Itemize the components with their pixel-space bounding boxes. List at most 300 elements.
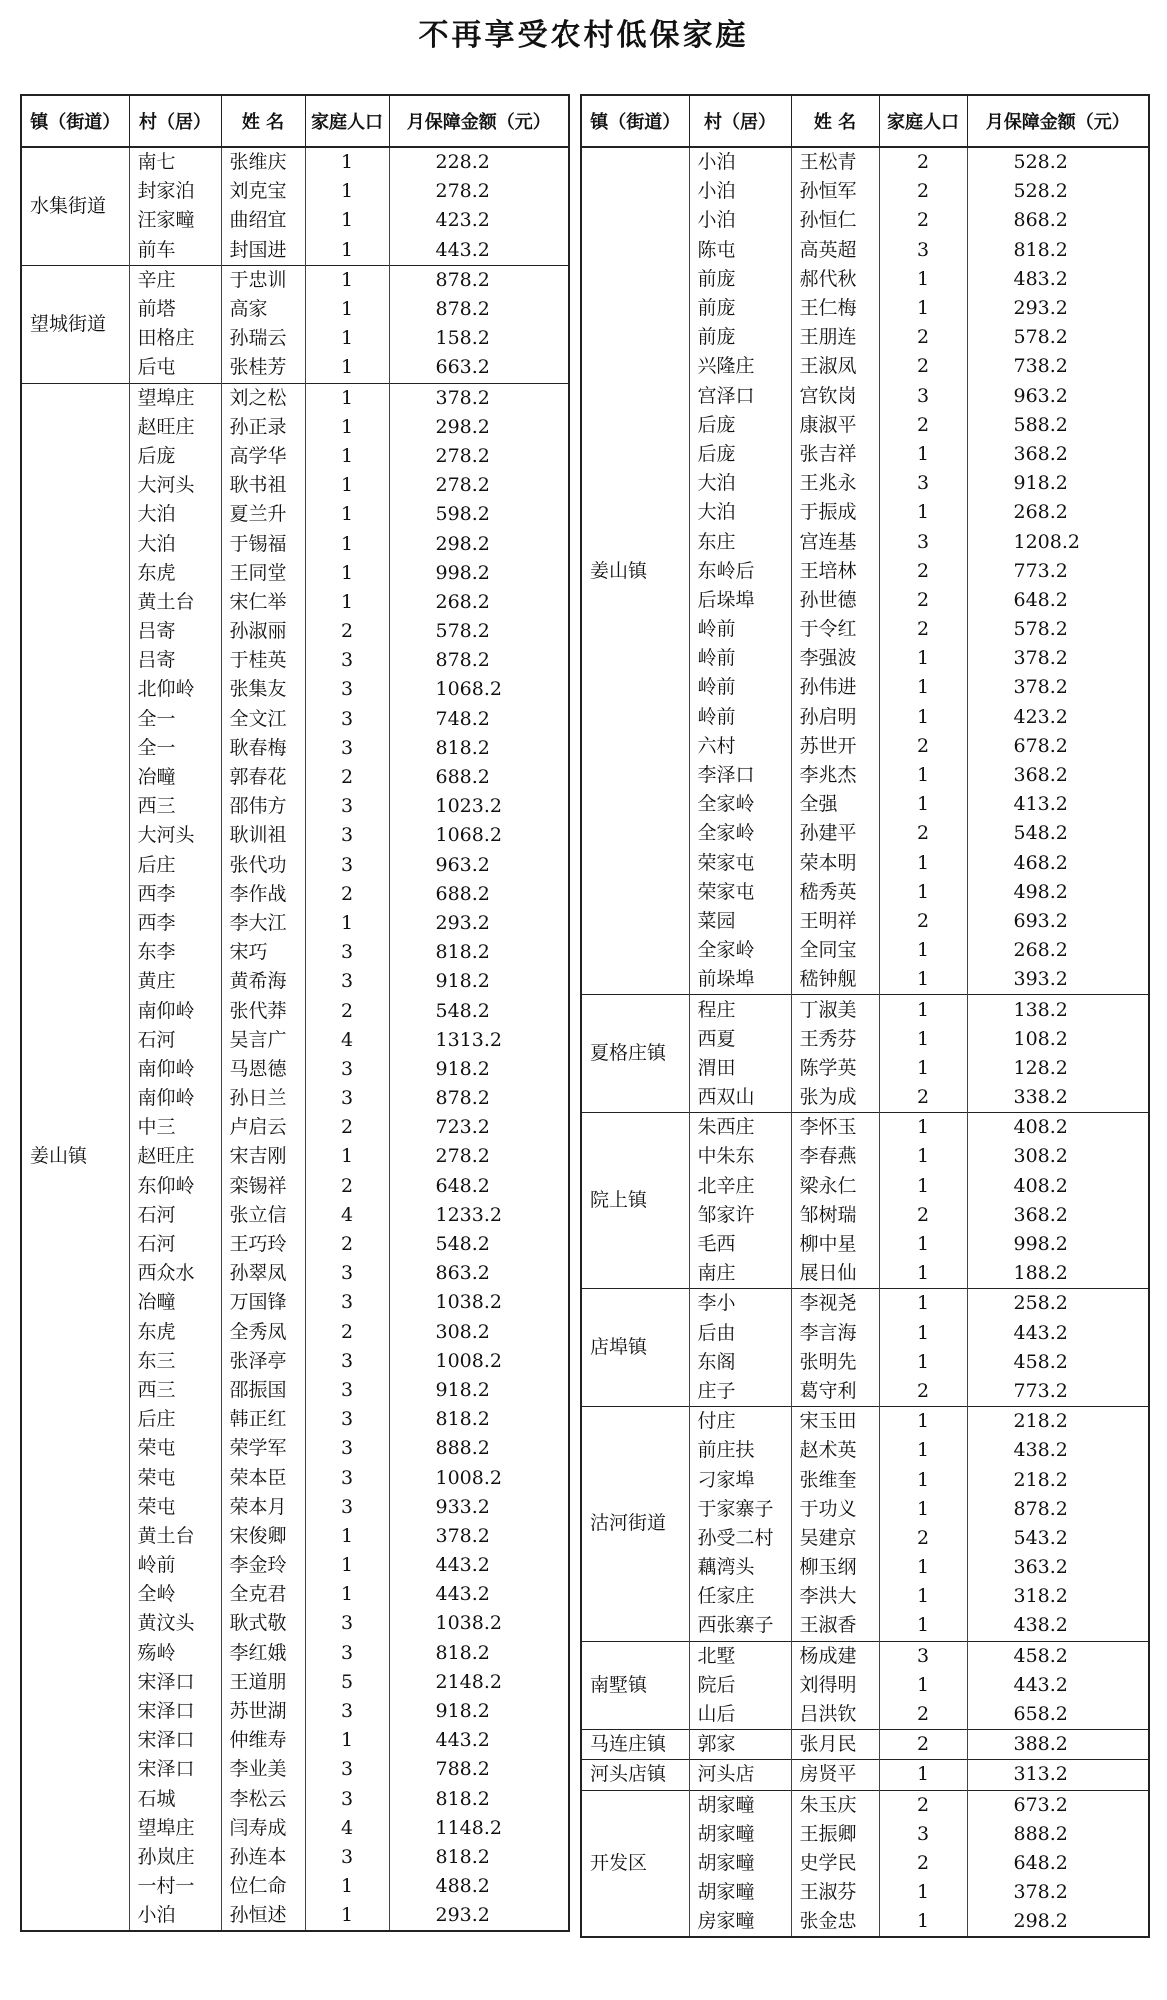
household-size-cell: 3 bbox=[305, 821, 389, 850]
household-size-cell: 2 bbox=[305, 617, 389, 646]
village-cell: 河头店 bbox=[689, 1760, 791, 1790]
village-cell: 大泊 bbox=[689, 498, 791, 527]
household-size-cell: 2 bbox=[879, 411, 967, 440]
monthly-amount-cell: 313.2 bbox=[967, 1760, 1149, 1790]
household-size-cell: 3 bbox=[305, 1055, 389, 1084]
village-cell: 黄汶头 bbox=[129, 1609, 221, 1638]
village-cell: 小泊 bbox=[689, 147, 791, 177]
right-table bbox=[580, 94, 1150, 1938]
monthly-amount-cell: 878.2 bbox=[967, 1495, 1149, 1524]
village-cell: 北辛庄 bbox=[689, 1172, 791, 1201]
monthly-amount-cell: 1313.2 bbox=[389, 1026, 569, 1055]
monthly-amount-cell: 368.2 bbox=[967, 761, 1149, 790]
monthly-amount-cell: 688.2 bbox=[389, 763, 569, 792]
household-size-cell: 3 bbox=[305, 851, 389, 880]
monthly-amount-cell: 548.2 bbox=[967, 819, 1149, 848]
household-size-cell: 1 bbox=[879, 1407, 967, 1437]
village-cell: 全家岭 bbox=[689, 936, 791, 965]
name-cell: 王同堂 bbox=[221, 559, 305, 588]
name-cell: 马恩德 bbox=[221, 1055, 305, 1084]
village-cell: 程庄 bbox=[689, 995, 791, 1025]
village-cell: 付庄 bbox=[689, 1407, 791, 1437]
monthly-amount-cell: 548.2 bbox=[389, 1230, 569, 1259]
monthly-amount-cell: 268.2 bbox=[967, 936, 1149, 965]
household-size-cell: 1 bbox=[879, 1611, 967, 1641]
household-size-cell: 1 bbox=[879, 878, 967, 907]
town-cell: 店埠镇 bbox=[581, 1289, 689, 1407]
monthly-amount-cell: 408.2 bbox=[967, 1113, 1149, 1143]
village-cell: 前塔 bbox=[129, 295, 221, 324]
name-cell: 张代功 bbox=[221, 851, 305, 880]
monthly-amount-cell: 378.2 bbox=[389, 1522, 569, 1551]
village-cell: 石河 bbox=[129, 1230, 221, 1259]
village-cell: 全一 bbox=[129, 734, 221, 763]
village-cell: 后庄 bbox=[129, 851, 221, 880]
monthly-amount-cell: 878.2 bbox=[389, 1084, 569, 1113]
village-cell: 中三 bbox=[129, 1113, 221, 1142]
household-size-cell: 3 bbox=[305, 675, 389, 704]
household-size-cell: 1 bbox=[305, 1551, 389, 1580]
name-cell: 陈学英 bbox=[791, 1054, 879, 1083]
household-size-cell: 1 bbox=[305, 1580, 389, 1609]
village-cell: 前庞 bbox=[689, 265, 791, 294]
monthly-amount-cell: 438.2 bbox=[967, 1611, 1149, 1641]
village-cell: 南仰岭 bbox=[129, 1084, 221, 1113]
monthly-amount-cell: 438.2 bbox=[967, 1436, 1149, 1465]
village-cell: 吕寄 bbox=[129, 646, 221, 675]
household-size-cell: 1 bbox=[305, 442, 389, 471]
name-cell: 曲绍宜 bbox=[221, 206, 305, 235]
monthly-amount-cell: 878.2 bbox=[389, 295, 569, 324]
household-size-cell: 1 bbox=[305, 471, 389, 500]
monthly-amount-cell: 578.2 bbox=[967, 323, 1149, 352]
village-cell: 兴隆庄 bbox=[689, 352, 791, 381]
town-cell: 沽河街道 bbox=[581, 1407, 689, 1642]
household-size-cell: 1 bbox=[305, 559, 389, 588]
name-cell: 耿式敬 bbox=[221, 1609, 305, 1638]
name-cell: 张桂芳 bbox=[221, 353, 305, 383]
name-cell: 韩正红 bbox=[221, 1405, 305, 1434]
village-cell: 小泊 bbox=[689, 206, 791, 235]
household-size-cell: 1 bbox=[879, 1230, 967, 1259]
name-cell: 于忠训 bbox=[221, 265, 305, 295]
household-size-cell: 3 bbox=[305, 967, 389, 996]
name-cell: 王松青 bbox=[791, 147, 879, 177]
household-size-cell: 1 bbox=[879, 1465, 967, 1494]
household-size-cell: 2 bbox=[879, 1730, 967, 1760]
name-cell: 展日仙 bbox=[791, 1259, 879, 1289]
household-size-cell: 2 bbox=[879, 1083, 967, 1113]
village-cell: 李泽口 bbox=[689, 761, 791, 790]
name-cell: 李松云 bbox=[221, 1785, 305, 1814]
name-cell: 孙启明 bbox=[791, 703, 879, 732]
village-cell: 黄土台 bbox=[129, 588, 221, 617]
household-size-cell: 2 bbox=[879, 147, 967, 177]
household-size-cell: 2 bbox=[879, 1700, 967, 1730]
name-cell: 王兆永 bbox=[791, 469, 879, 498]
name-cell: 苏世湖 bbox=[221, 1697, 305, 1726]
name-cell: 孙淑丽 bbox=[221, 617, 305, 646]
household-size-cell: 2 bbox=[879, 206, 967, 235]
monthly-amount-cell: 293.2 bbox=[389, 1901, 569, 1931]
monthly-amount-cell: 963.2 bbox=[389, 851, 569, 880]
name-cell: 吴言广 bbox=[221, 1026, 305, 1055]
household-size-cell: 1 bbox=[879, 1172, 967, 1201]
name-cell: 邵伟方 bbox=[221, 792, 305, 821]
table-row bbox=[21, 147, 569, 177]
household-size-cell: 1 bbox=[879, 440, 967, 469]
monthly-amount-cell: 458.2 bbox=[967, 1641, 1149, 1671]
name-cell: 全同宝 bbox=[791, 936, 879, 965]
household-size-cell: 3 bbox=[305, 792, 389, 821]
name-cell: 王淑芬 bbox=[791, 1878, 879, 1907]
name-cell: 李春燕 bbox=[791, 1142, 879, 1171]
household-size-cell: 3 bbox=[305, 1785, 389, 1814]
village-cell: 后由 bbox=[689, 1319, 791, 1348]
village-cell: 南七 bbox=[129, 147, 221, 177]
monthly-amount-cell: 228.2 bbox=[389, 147, 569, 177]
village-cell: 南庄 bbox=[689, 1259, 791, 1289]
household-size-cell: 3 bbox=[305, 1084, 389, 1113]
household-size-cell: 3 bbox=[879, 527, 967, 556]
village-cell: 中朱东 bbox=[689, 1142, 791, 1171]
household-size-cell: 3 bbox=[305, 1843, 389, 1872]
name-cell: 孙日兰 bbox=[221, 1084, 305, 1113]
village-cell: 西众水 bbox=[129, 1259, 221, 1288]
page-title: 不再享受农村低保家庭 bbox=[418, 18, 749, 53]
monthly-amount-cell: 363.2 bbox=[967, 1553, 1149, 1582]
village-cell: 菜园 bbox=[689, 907, 791, 936]
name-cell: 柳玉纲 bbox=[791, 1553, 879, 1582]
village-cell: 胡家疃 bbox=[689, 1820, 791, 1849]
village-cell: 东阁 bbox=[689, 1348, 791, 1377]
table-row bbox=[581, 1760, 1149, 1790]
monthly-amount-cell: 863.2 bbox=[389, 1259, 569, 1288]
village-cell: 全家岭 bbox=[689, 790, 791, 819]
household-size-cell: 2 bbox=[305, 880, 389, 909]
village-cell: 西双山 bbox=[689, 1083, 791, 1113]
name-cell: 于振成 bbox=[791, 498, 879, 527]
name-cell: 李怀玉 bbox=[791, 1113, 879, 1143]
monthly-amount-cell: 108.2 bbox=[967, 1025, 1149, 1054]
name-cell: 康淑平 bbox=[791, 411, 879, 440]
name-cell: 孙恒仁 bbox=[791, 206, 879, 235]
monthly-amount-cell: 293.2 bbox=[967, 294, 1149, 323]
village-cell: 东虎 bbox=[129, 1318, 221, 1347]
monthly-amount-cell: 188.2 bbox=[967, 1259, 1149, 1289]
name-cell: 柳中星 bbox=[791, 1230, 879, 1259]
household-size-cell: 3 bbox=[305, 646, 389, 675]
name-cell: 黄希海 bbox=[221, 967, 305, 996]
village-cell: 大河头 bbox=[129, 821, 221, 850]
name-cell: 史学民 bbox=[791, 1849, 879, 1878]
household-size-cell: 3 bbox=[305, 1259, 389, 1288]
name-cell: 孙瑞云 bbox=[221, 324, 305, 353]
village-cell: 藕湾头 bbox=[689, 1553, 791, 1582]
name-cell: 宋玉田 bbox=[791, 1407, 879, 1437]
village-cell: 石河 bbox=[129, 1201, 221, 1230]
household-size-cell: 1 bbox=[879, 1436, 967, 1465]
monthly-amount-cell: 578.2 bbox=[967, 615, 1149, 644]
village-cell: 西李 bbox=[129, 880, 221, 909]
name-cell: 张维庆 bbox=[221, 147, 305, 177]
village-cell: 毛西 bbox=[689, 1230, 791, 1259]
village-cell: 岭前 bbox=[689, 615, 791, 644]
name-cell: 封国进 bbox=[221, 236, 305, 266]
name-cell: 孙恒军 bbox=[791, 177, 879, 206]
name-cell: 仲维寿 bbox=[221, 1726, 305, 1755]
village-cell: 胡家疃 bbox=[689, 1878, 791, 1907]
monthly-amount-cell: 788.2 bbox=[389, 1755, 569, 1784]
household-size-cell: 2 bbox=[879, 586, 967, 615]
village-cell: 小泊 bbox=[129, 1901, 221, 1931]
monthly-amount-cell: 963.2 bbox=[967, 382, 1149, 411]
village-cell: 吕寄 bbox=[129, 617, 221, 646]
name-cell: 宋巧 bbox=[221, 938, 305, 967]
name-cell: 邵振国 bbox=[221, 1376, 305, 1405]
town-cell: 姜山镇 bbox=[581, 147, 689, 995]
name-cell: 张吉祥 bbox=[791, 440, 879, 469]
name-cell: 王朋连 bbox=[791, 323, 879, 352]
col-village: 村（居） bbox=[129, 95, 221, 147]
name-cell: 赵术英 bbox=[791, 1436, 879, 1465]
name-cell: 王培林 bbox=[791, 557, 879, 586]
household-size-cell: 2 bbox=[879, 1377, 967, 1407]
village-cell: 西李 bbox=[129, 909, 221, 938]
monthly-amount-cell: 468.2 bbox=[967, 849, 1149, 878]
name-cell: 荣本臣 bbox=[221, 1463, 305, 1492]
name-cell: 梁永仁 bbox=[791, 1172, 879, 1201]
name-cell: 郝代秋 bbox=[791, 265, 879, 294]
monthly-amount-cell: 1148.2 bbox=[389, 1814, 569, 1843]
village-cell: 胡家疃 bbox=[689, 1849, 791, 1878]
monthly-amount-cell: 278.2 bbox=[389, 471, 569, 500]
name-cell: 于桂英 bbox=[221, 646, 305, 675]
village-cell: 石河 bbox=[129, 1026, 221, 1055]
name-cell: 张维奎 bbox=[791, 1465, 879, 1494]
name-cell: 张明先 bbox=[791, 1348, 879, 1377]
name-cell: 张立信 bbox=[221, 1201, 305, 1230]
col-household-size: 家庭人口 bbox=[305, 95, 389, 147]
monthly-amount-cell: 1008.2 bbox=[389, 1347, 569, 1376]
town-cell: 水集街道 bbox=[21, 147, 129, 265]
village-cell: 李小 bbox=[689, 1289, 791, 1319]
name-cell: 荣本明 bbox=[791, 849, 879, 878]
name-cell: 王振卿 bbox=[791, 1820, 879, 1849]
table-row bbox=[21, 265, 569, 295]
household-size-cell: 1 bbox=[879, 265, 967, 294]
village-cell: 宋泽口 bbox=[129, 1668, 221, 1697]
monthly-amount-cell: 888.2 bbox=[389, 1434, 569, 1463]
village-cell: 西夏 bbox=[689, 1025, 791, 1054]
name-cell: 高家 bbox=[221, 295, 305, 324]
name-cell: 张集友 bbox=[221, 675, 305, 704]
name-cell: 王仁梅 bbox=[791, 294, 879, 323]
monthly-amount-cell: 818.2 bbox=[389, 938, 569, 967]
name-cell: 刘之松 bbox=[221, 383, 305, 413]
village-cell: 荣家屯 bbox=[689, 878, 791, 907]
village-cell: 石城 bbox=[129, 1785, 221, 1814]
village-cell: 后庞 bbox=[689, 411, 791, 440]
household-size-cell: 2 bbox=[879, 1849, 967, 1878]
village-cell: 荣屯 bbox=[129, 1493, 221, 1522]
monthly-amount-cell: 818.2 bbox=[967, 236, 1149, 265]
monthly-amount-cell: 818.2 bbox=[389, 1785, 569, 1814]
household-size-cell: 1 bbox=[879, 703, 967, 732]
village-cell: 岭前 bbox=[689, 703, 791, 732]
col-village: 村（居） bbox=[689, 95, 791, 147]
village-cell: 西三 bbox=[129, 792, 221, 821]
town-cell: 姜山镇 bbox=[21, 383, 129, 1931]
town-cell: 南墅镇 bbox=[581, 1641, 689, 1730]
household-size-cell: 2 bbox=[305, 1113, 389, 1142]
village-cell: 后庄 bbox=[129, 1405, 221, 1434]
village-cell: 陈屯 bbox=[689, 236, 791, 265]
monthly-amount-cell: 388.2 bbox=[967, 1730, 1149, 1760]
household-size-cell: 2 bbox=[879, 615, 967, 644]
monthly-amount-cell: 693.2 bbox=[967, 907, 1149, 936]
household-size-cell: 1 bbox=[305, 353, 389, 383]
monthly-amount-cell: 663.2 bbox=[389, 353, 569, 383]
monthly-amount-cell: 933.2 bbox=[389, 1493, 569, 1522]
household-size-cell: 2 bbox=[879, 732, 967, 761]
monthly-amount-cell: 658.2 bbox=[967, 1700, 1149, 1730]
village-cell: 东李 bbox=[129, 938, 221, 967]
village-cell: 冶疃 bbox=[129, 1288, 221, 1317]
household-size-cell: 2 bbox=[305, 1318, 389, 1347]
monthly-amount-cell: 138.2 bbox=[967, 995, 1149, 1025]
village-cell: 宋泽口 bbox=[129, 1755, 221, 1784]
name-cell: 苏世开 bbox=[791, 732, 879, 761]
household-size-cell: 1 bbox=[305, 236, 389, 266]
household-size-cell: 1 bbox=[879, 965, 967, 995]
village-cell: 前庞 bbox=[689, 294, 791, 323]
village-cell: 郭家 bbox=[689, 1730, 791, 1760]
household-size-cell: 2 bbox=[879, 1790, 967, 1820]
name-cell: 李金玲 bbox=[221, 1551, 305, 1580]
monthly-amount-cell: 688.2 bbox=[389, 880, 569, 909]
household-size-cell: 1 bbox=[879, 1142, 967, 1171]
household-size-cell: 1 bbox=[305, 1901, 389, 1931]
village-cell: 前庄扶 bbox=[689, 1436, 791, 1465]
col-monthly-amount: 月保障金额（元） bbox=[967, 95, 1149, 147]
left-table-body bbox=[21, 147, 569, 1931]
table-row bbox=[581, 1730, 1149, 1760]
household-size-cell: 4 bbox=[305, 1201, 389, 1230]
household-size-cell: 3 bbox=[879, 1641, 967, 1671]
monthly-amount-cell: 218.2 bbox=[967, 1407, 1149, 1437]
monthly-amount-cell: 413.2 bbox=[967, 790, 1149, 819]
monthly-amount-cell: 443.2 bbox=[389, 1726, 569, 1755]
household-size-cell: 2 bbox=[305, 1230, 389, 1259]
monthly-amount-cell: 293.2 bbox=[389, 909, 569, 938]
monthly-amount-cell: 393.2 bbox=[967, 965, 1149, 995]
household-size-cell: 2 bbox=[879, 323, 967, 352]
village-cell: 东仰岭 bbox=[129, 1172, 221, 1201]
household-size-cell: 1 bbox=[305, 909, 389, 938]
name-cell: 闫寿成 bbox=[221, 1814, 305, 1843]
name-cell: 嵇钟舰 bbox=[791, 965, 879, 995]
household-size-cell: 5 bbox=[305, 1668, 389, 1697]
household-size-cell: 2 bbox=[879, 177, 967, 206]
household-size-cell: 1 bbox=[879, 1054, 967, 1083]
name-cell: 李业美 bbox=[221, 1755, 305, 1784]
name-cell: 位仁命 bbox=[221, 1872, 305, 1901]
town-cell: 开发区 bbox=[581, 1790, 689, 1937]
village-cell: 东三 bbox=[129, 1347, 221, 1376]
table-row bbox=[581, 995, 1149, 1025]
household-size-cell: 1 bbox=[305, 1726, 389, 1755]
village-cell: 黄土台 bbox=[129, 1522, 221, 1551]
household-size-cell: 3 bbox=[305, 1376, 389, 1405]
household-size-cell: 1 bbox=[879, 936, 967, 965]
monthly-amount-cell: 318.2 bbox=[967, 1582, 1149, 1611]
household-size-cell: 1 bbox=[879, 1113, 967, 1143]
name-cell: 吴建京 bbox=[791, 1524, 879, 1553]
name-cell: 孙建平 bbox=[791, 819, 879, 848]
household-size-cell: 2 bbox=[879, 1201, 967, 1230]
col-name: 姓 名 bbox=[791, 95, 879, 147]
name-cell: 郭春花 bbox=[221, 763, 305, 792]
village-cell: 荣家屯 bbox=[689, 849, 791, 878]
monthly-amount-cell: 128.2 bbox=[967, 1054, 1149, 1083]
household-size-cell: 1 bbox=[879, 644, 967, 673]
household-size-cell: 1 bbox=[879, 1907, 967, 1937]
name-cell: 宋俊卿 bbox=[221, 1522, 305, 1551]
name-cell: 万国锋 bbox=[221, 1288, 305, 1317]
household-size-cell: 1 bbox=[305, 147, 389, 177]
village-cell: 赵旺庄 bbox=[129, 413, 221, 442]
household-size-cell: 1 bbox=[879, 1760, 967, 1790]
monthly-amount-cell: 818.2 bbox=[389, 1405, 569, 1434]
name-cell: 孙连本 bbox=[221, 1843, 305, 1872]
monthly-amount-cell: 423.2 bbox=[967, 703, 1149, 732]
village-cell: 后垛埠 bbox=[689, 586, 791, 615]
monthly-amount-cell: 578.2 bbox=[389, 617, 569, 646]
village-cell: 胡家疃 bbox=[689, 1790, 791, 1820]
village-cell: 岭前 bbox=[689, 673, 791, 702]
village-cell: 房家疃 bbox=[689, 1907, 791, 1937]
village-cell: 院后 bbox=[689, 1671, 791, 1700]
table-row bbox=[581, 1113, 1149, 1143]
village-cell: 孙岚庄 bbox=[129, 1843, 221, 1872]
household-size-cell: 1 bbox=[879, 1025, 967, 1054]
monthly-amount-cell: 878.2 bbox=[389, 646, 569, 675]
monthly-amount-cell: 158.2 bbox=[389, 324, 569, 353]
village-cell: 宋泽口 bbox=[129, 1726, 221, 1755]
table-row bbox=[21, 383, 569, 413]
household-size-cell: 1 bbox=[305, 295, 389, 324]
household-size-cell: 1 bbox=[879, 1289, 967, 1319]
name-cell: 王巧玲 bbox=[221, 1230, 305, 1259]
monthly-amount-cell: 588.2 bbox=[967, 411, 1149, 440]
village-cell: 全家岭 bbox=[689, 819, 791, 848]
household-size-cell: 3 bbox=[305, 1639, 389, 1668]
household-size-cell: 4 bbox=[305, 1814, 389, 1843]
village-cell: 东庄 bbox=[689, 527, 791, 556]
name-cell: 宋仁举 bbox=[221, 588, 305, 617]
monthly-amount-cell: 278.2 bbox=[389, 1142, 569, 1171]
monthly-amount-cell: 278.2 bbox=[389, 442, 569, 471]
town-cell: 院上镇 bbox=[581, 1113, 689, 1289]
household-size-cell: 1 bbox=[879, 849, 967, 878]
household-size-cell: 2 bbox=[879, 557, 967, 586]
village-cell: 大泊 bbox=[129, 500, 221, 529]
name-cell: 张泽亭 bbox=[221, 1347, 305, 1376]
village-cell: 前庞 bbox=[689, 323, 791, 352]
village-cell: 宫泽口 bbox=[689, 382, 791, 411]
monthly-amount-cell: 443.2 bbox=[389, 236, 569, 266]
